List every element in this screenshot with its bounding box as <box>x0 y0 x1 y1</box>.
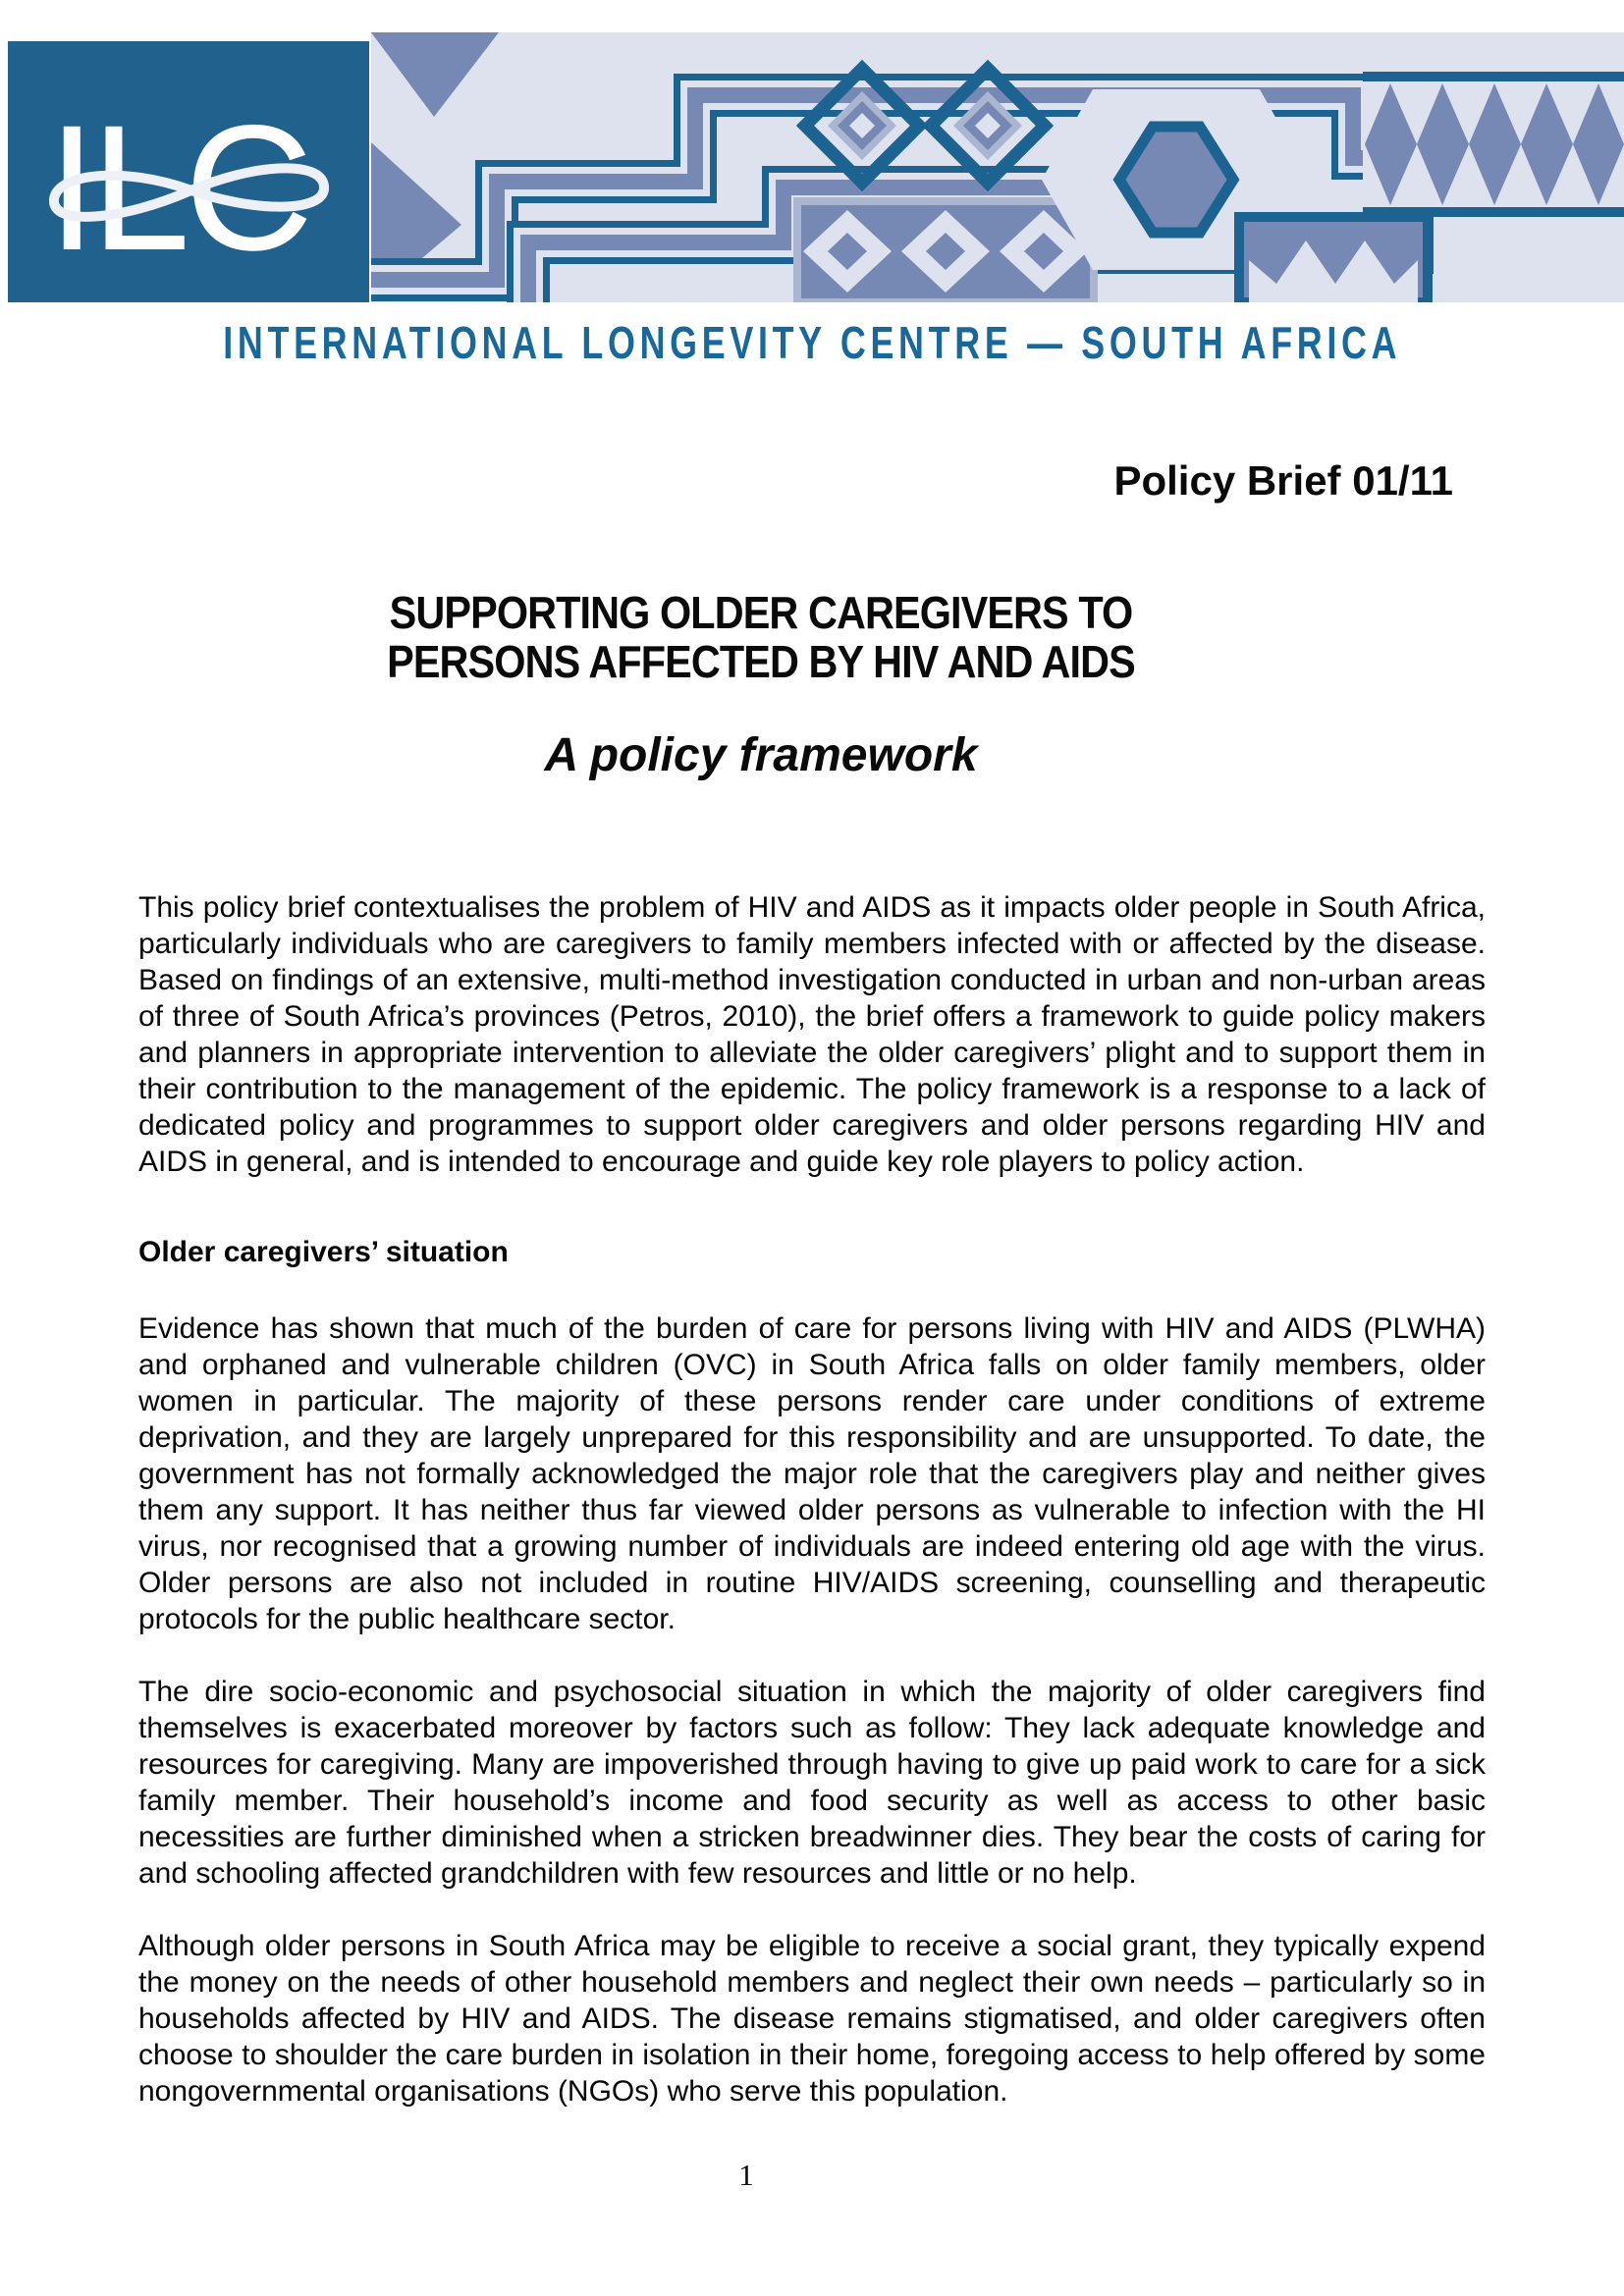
page-number: 1 <box>738 2158 754 2192</box>
pattern-diamond-chain <box>797 201 1094 302</box>
logo-letters: ILC <box>47 87 308 288</box>
brief-number: Policy Brief 01/11 <box>1113 457 1453 504</box>
title-line-2: PERSONS AFFECTED BY HIV AND AIDS <box>387 636 1135 687</box>
document-body <box>138 889 1486 2146</box>
intro-paragraph: This policy brief contextualises the problem of HIV and AIDS as it impacts older people in South Africa, particularly individuals who are caregivers to family members infected with or affected by the disease. Based on findings of an extensive, multi-method investigation conducted in urban and non-urban areas of three of South Africa’s provinces (Petros, 2010), the brief offers a framework to guide policy makers and planners in appropriate intervention to alleviate the older caregivers’ plight and to support them in their contribution to the management of the epidemic. The policy framework is a response to a lack of dedicated policy and programmes to support older caregivers and older persons regarding HIV and AIDS in general, and is intended to encourage and guide key role players to policy action. <box>138 891 1486 1178</box>
body-paragraph-1: Evidence has shown that much of the burden of care for persons living with HIV and AIDS (PLWHA) and orphaned and vulnerable children (OVC) in South Africa falls on older family members, older women in particular. The majority of these persons render care under conditions of extreme deprivation, and they are largely unprepared for this responsibility and are unsupported. To date, the government has not formally acknowledged the major role that the caregivers play and neither gives them any support. It has neither thus far viewed older persons as vulnerable to infection with the HI virus, nor recognised that a growing number of individuals are indeed entering old age with the virus. Older persons are also not included in routine HIV/AIDS screening, counselling and therapeutic protocols for the public healthcare sector. <box>138 1312 1486 1635</box>
pattern-zigzag-crown <box>1239 217 1428 302</box>
footer <box>0 2158 1492 2193</box>
header-banner <box>8 32 1624 302</box>
ilc-logo <box>8 41 369 302</box>
section-heading: Older caregivers’ situation <box>138 1236 509 1268</box>
body-paragraph-2: The dire socio-economic and psychosocial situation in which the majority of older caregivers find themselves is exacerbated moreover by factors such as follow: They lack adequate knowledge and resources for caregiving. Many are impoverished through having to give up paid work to care for a sick family member. Their household’s income and food security as well as access to other basic necessities are further diminished when a stricken breadwinner dies. They bear the costs of caring for and schooling affected grandchildren with few resources and little or no help. <box>138 1676 1486 1890</box>
african-pattern-banner <box>371 32 1624 302</box>
body-paragraph-3: Although older persons in South Africa may be eligible to receive a social grant, they typically expend the money on the needs of other household members and neglect their own needs – particularly so in households affected by HIV and AIDS. The disease remains stigmatised, and older caregivers often choose to shoulder the care burden in isolation in their home, foregoing access to help offered by some nongovernmental organisations (NGOs) who serve this population. <box>138 1930 1486 2108</box>
title-line-1: SUPPORTING OLDER CAREGIVERS TO <box>389 587 1133 638</box>
organisation-name: INTERNATIONAL LONGEVITY CENTRE — SOUTH AFRICA <box>223 317 1401 368</box>
pattern-triangle-strip <box>1363 72 1624 217</box>
page-title <box>77 588 1446 686</box>
subtitle: A policy framework <box>544 729 978 781</box>
org-line-row <box>0 316 1624 369</box>
